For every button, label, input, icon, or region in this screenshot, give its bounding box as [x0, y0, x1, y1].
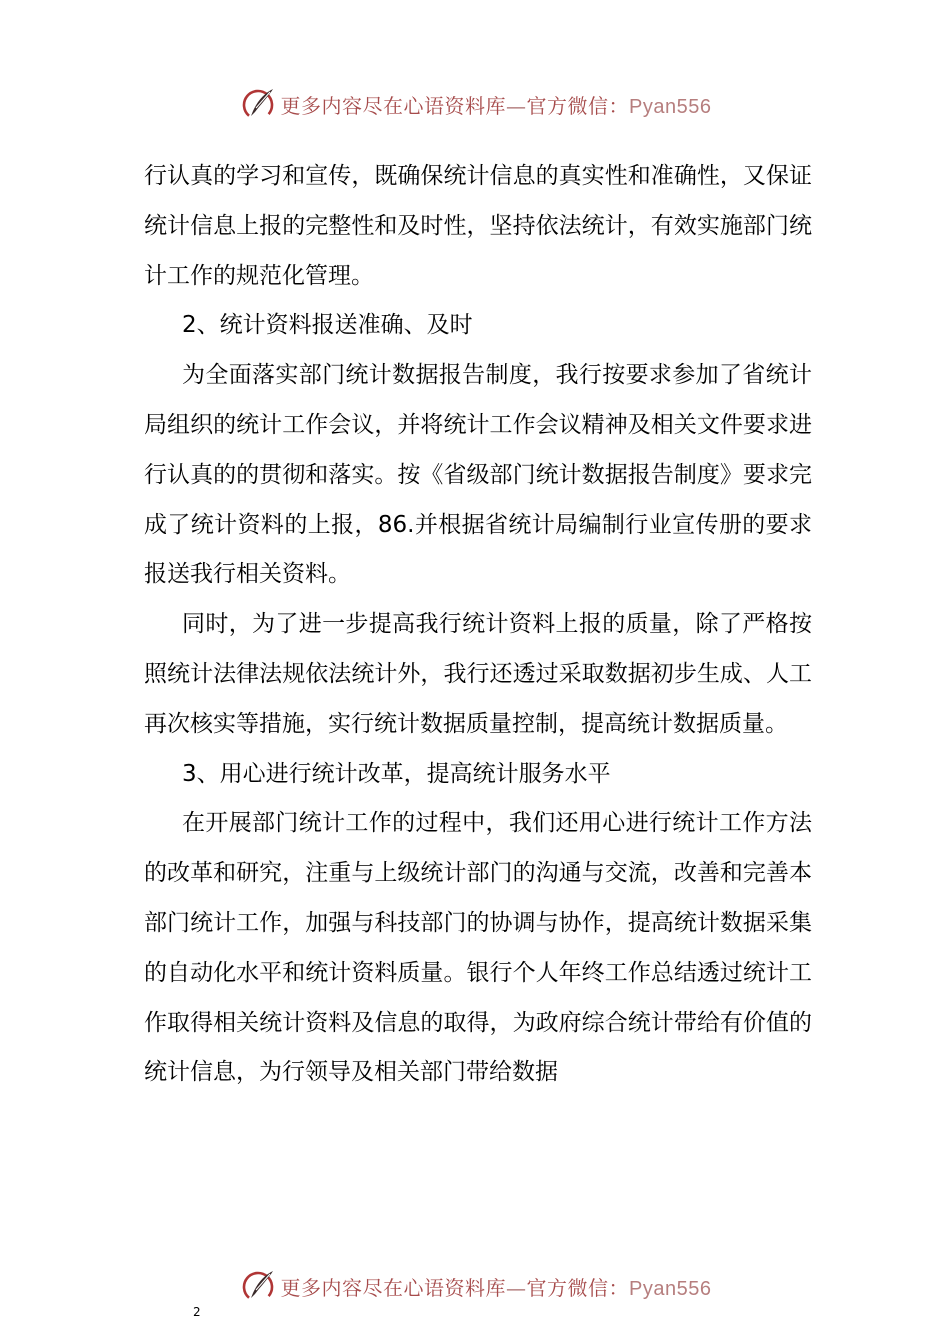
header-watermark: [0, 84, 950, 124]
quill-pen-logo-icon: [239, 1266, 279, 1306]
page-number: 2: [193, 1305, 201, 1319]
watermark-main-text: 更多内容尽在心语资料库: [280, 93, 507, 118]
footer-watermark: [0, 1266, 950, 1306]
watermark-account: Pyan556: [629, 95, 712, 118]
quill-pen-logo-icon: [239, 84, 279, 124]
watermark-separator: —: [506, 1275, 527, 1300]
watermark-account: Pyan556: [629, 1277, 712, 1300]
paragraph-continuation: 行认真的学习和宣传，既确保统计信息的真实性和准确性，又保证统计信息上报的完整性和及时性，坚持依法统计，有效实施部门统计工作的规范化管理。: [144, 163, 812, 289]
watermark-main-text: 更多内容尽在心语资料库: [280, 1275, 507, 1300]
document-body: [144, 152, 812, 1098]
paragraph: 为全面落实部门统计数据报告制度，我行按要求参加了省统计局组织的统计工作会议，并将统计工作会议精神及相关文件要求进行认真的的贯彻和落实。按《省级部门统计数据报告制度》要求完成了统计资料的上报，86.并根据省统计局编制行业宣传册的要求报送我行相关资料。: [144, 362, 812, 588]
watermark-separator: —: [506, 93, 527, 118]
paragraph: 同时，为了进一步提高我行统计资料上报的质量，除了严格按照统计法律法规依法统计外，我行还透过采取数据初步生成、人工再次核实等措施，实行统计数据质量控制，提高统计数据质量。: [144, 611, 812, 737]
section-heading-2: 2、统计资料报送准确、及时: [182, 312, 473, 339]
watermark-contact-text: 官方微信：: [526, 93, 630, 118]
paragraph: 在开展部门统计工作的过程中，我们还用心进行统计工作方法的改革和研究，注重与上级统计部门的沟通与交流，改善和完善本部门统计工作，加强与科技部门的协调与协作，提高统计数据采集的自动化水平和统计资料质量。银行个人年终工作总结透过统计工作取得相关统计资料及信息的取得，为政府综合统计带给有价值的统计信息，为行领导及相关部门带给数据: [144, 810, 812, 1086]
section-heading-3: 3、用心进行统计改革，提高统计服务水平: [182, 760, 611, 787]
watermark-contact-text: 官方微信：: [526, 1275, 630, 1300]
